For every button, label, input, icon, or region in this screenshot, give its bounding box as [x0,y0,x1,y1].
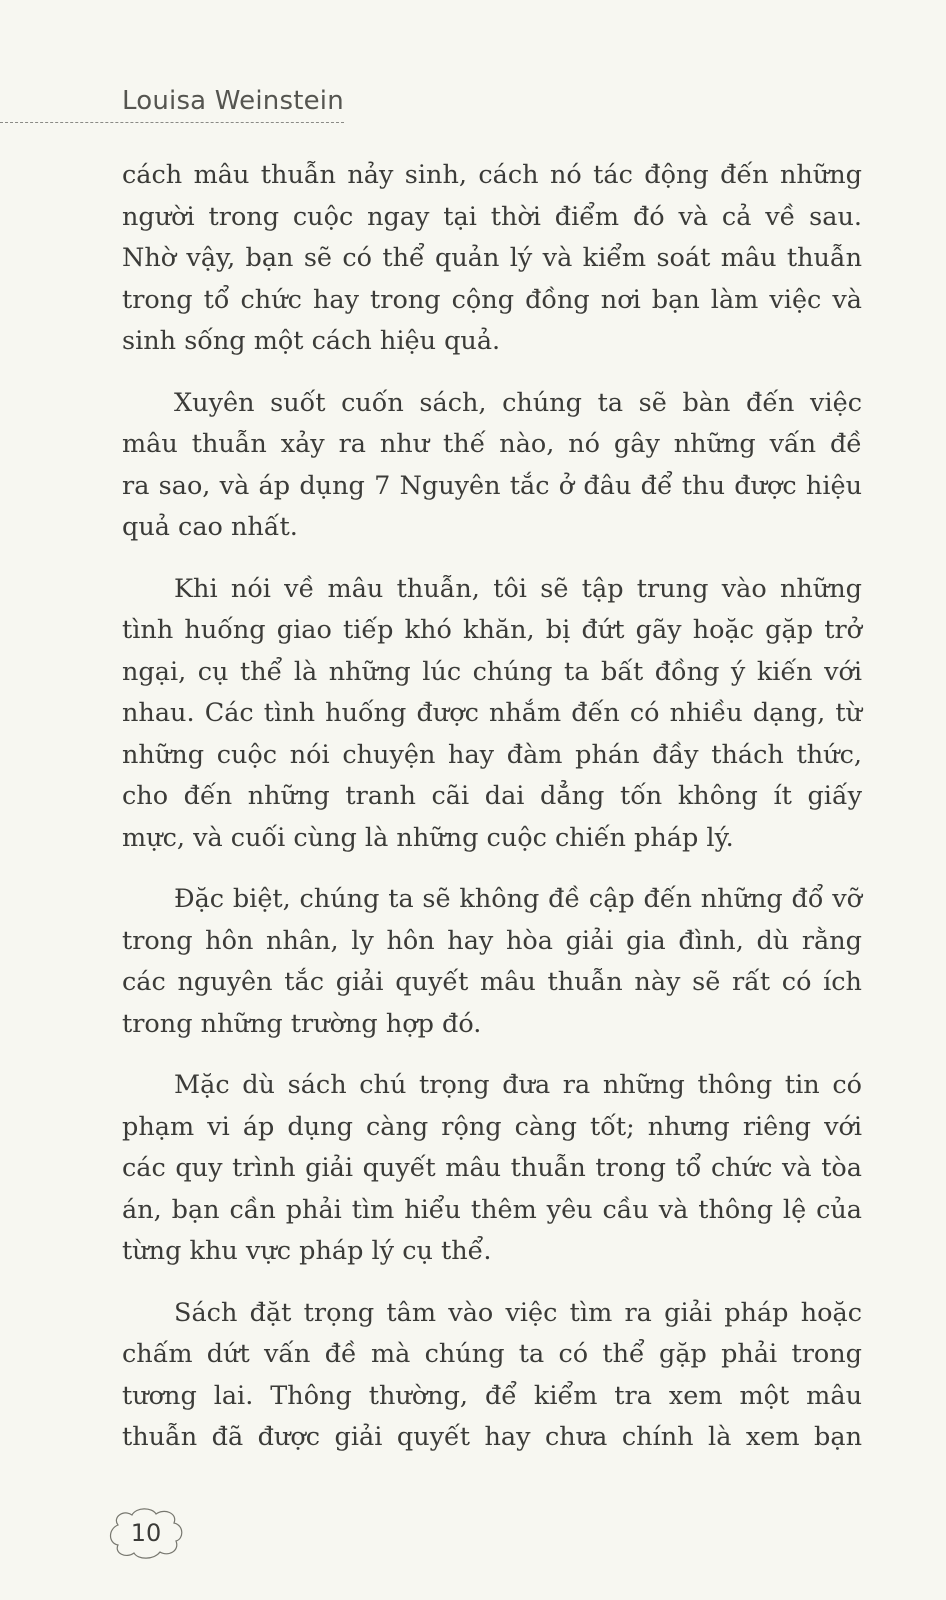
text-line: cách mâu thuẫn nảy sinh, cách nó tác động đến những [122,160,862,190]
paragraph [122,383,862,549]
text-line: thuẫn đã được giải quyết hay chưa chính là xem bạn [122,1422,862,1452]
paragraph [122,879,862,1045]
text-line: Đặc biệt, chúng ta sẽ không đề cập đến những đổ vỡ [174,884,862,914]
running-header-author: Louisa Weinstein [122,86,344,116]
header-rule [0,122,344,123]
text-line: những cuộc nói chuyện hay đàm phán đầy thách thức, [122,739,862,770]
text-line: ngại, cụ thể là những lúc chúng ta bất đồng ý kiến với [122,656,862,687]
page-body [122,155,862,1479]
text-line: từng khu vực pháp lý cụ thể. [122,1236,492,1266]
text-line: tình huống giao tiếp khó khăn, bị đứt gãy hoặc gặp trở [122,615,862,645]
text-line: mâu thuẫn xảy ra như thế nào, nó gây những vấn đề [122,429,862,459]
text-line: ra sao, và áp dụng 7 Nguyên tắc ở đâu để thu được hiệu [122,470,862,501]
text-line: Nhờ vậy, bạn sẽ có thể quản lý và kiểm soát mâu thuẫn [122,243,862,273]
text-line: Xuyên suốt cuốn sách, chúng ta sẽ bàn đến việc [174,387,862,418]
page-number: 10 [130,1519,162,1547]
text-line: nhau. Các tình huống được nhắm đến có nhiều dạng, từ [122,698,862,728]
text-line: các nguyên tắc giải quyết mâu thuẫn này sẽ rất có ích [122,967,862,997]
paragraph [122,155,862,363]
text-line: người trong cuộc ngay tại thời điểm đó và cả về sau. [122,201,862,232]
text-line: chấm dứt vấn đề mà chúng ta có thể gặp phải trong [122,1339,862,1369]
text-line: phạm vi áp dụng càng rộng càng tốt; nhưng riêng với [122,1111,862,1142]
text-line: trong những trường hợp đó. [122,1008,482,1039]
text-line: trong hôn nhân, ly hôn hay hòa giải gia đình, dù rằng [122,925,862,956]
paragraph [122,1065,862,1273]
text-line: trong tổ chức hay trong cộng đồng nơi bạn làm việc và [122,284,862,315]
text-line: sinh sống một cách hiệu quả. [122,326,501,356]
paragraph [122,1293,862,1459]
text-line: các quy trình giải quyết mâu thuẫn trong tổ chức và tòa [122,1153,862,1183]
text-line: mực, và cuối cùng là những cuộc chiến pháp lý. [122,822,734,853]
text-line: cho đến những tranh cãi dai dẳng tốn không ít giấy [122,781,862,811]
text-line: tương lai. Thông thường, để kiểm tra xem một mâu [122,1380,862,1411]
text-line: Sách đặt trọng tâm vào việc tìm ra giải pháp hoặc [174,1297,862,1328]
paragraph [122,569,862,860]
text-line: quả cao nhất. [122,512,298,542]
text-line: án, bạn cần phải tìm hiểu thêm yêu cầu và thông lệ của [122,1194,862,1225]
text-line: Mặc dù sách chú trọng đưa ra những thông tin có [174,1070,862,1100]
page-number-badge [104,1505,188,1561]
text-line: Khi nói về mâu thuẫn, tôi sẽ tập trung vào những [174,573,862,604]
